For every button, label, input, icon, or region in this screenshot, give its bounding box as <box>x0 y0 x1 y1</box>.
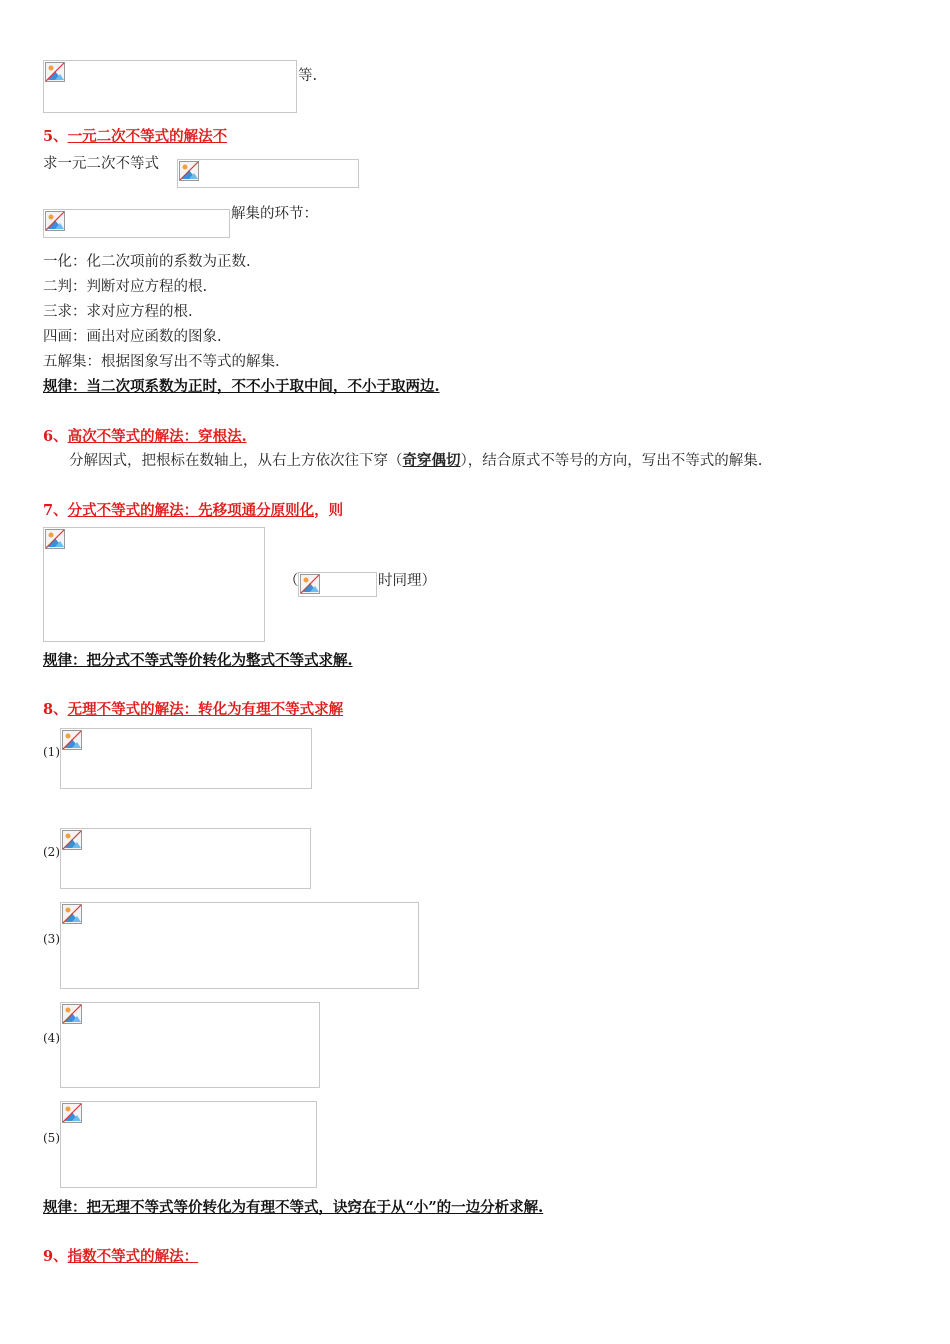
section-8-rule: 规律：把无理不等式等价转化为有理不等式，诀窍在于从“小”的一边分析求解. <box>43 1199 544 1216</box>
step-4: 四画：画出对应函数的图象. <box>43 329 222 345</box>
formula-image <box>43 527 265 642</box>
section-7-title-c: ，则 <box>314 502 344 519</box>
broken-image-icon <box>62 730 82 750</box>
section-5-rule: 规律：当二次项系数为正时，不不小于取中间，不小于取两边. <box>43 378 440 395</box>
section-5-number: 5、 <box>43 128 68 145</box>
section-5-title: 一元二次不等式的解法不 <box>67 128 228 145</box>
formula-image <box>177 159 359 188</box>
section-5-heading <box>43 128 227 146</box>
section-7-paren-text: 时同理） <box>378 573 436 589</box>
section-6-body-bold: 奇穿偶切 <box>402 452 461 469</box>
section-8-number: 8、 <box>43 701 68 718</box>
formula-image <box>60 728 312 789</box>
step-1: 一化：化二次项前的系数为正数. <box>43 254 251 270</box>
step-5: 五解集：根据图象写出不等式的解集. <box>43 354 280 370</box>
section-6-body <box>69 452 762 470</box>
section-7-number: 7、 <box>43 502 68 519</box>
section-7-title-a: 分式不等式的解法： <box>67 502 199 519</box>
section-8-heading <box>43 701 343 719</box>
section-6-heading <box>43 428 247 446</box>
item-label: (1) <box>43 745 60 759</box>
section-9-heading <box>43 1248 198 1266</box>
section-6-number: 6、 <box>43 428 68 445</box>
broken-image-icon <box>45 62 65 82</box>
formula-image <box>43 209 230 238</box>
section-9-title: 指数不等式的解法： <box>67 1248 199 1265</box>
broken-image-icon <box>45 211 65 231</box>
section-7-paren-open: （ <box>284 573 299 589</box>
item-label: (3) <box>43 932 60 946</box>
section-7-rule: 规律：把分式不等式等价转化为整式不等式求解. <box>43 652 353 669</box>
section-5-line2: 解集的环节： <box>231 206 318 222</box>
broken-image-icon <box>45 529 65 549</box>
formula-image <box>60 828 311 889</box>
formula-image <box>60 1002 320 1088</box>
broken-image-icon <box>179 161 199 181</box>
formula-image <box>43 60 297 113</box>
step-3: 三求：求对应方程的根. <box>43 304 193 320</box>
item-label: (5) <box>43 1131 60 1145</box>
broken-image-icon <box>62 1103 82 1123</box>
section-7-heading <box>43 502 343 520</box>
item-label: (2) <box>43 845 60 859</box>
section-6-body-pre: 分解因式，把根标在数轴上，从右上方依次往下穿（ <box>69 453 403 469</box>
broken-image-icon <box>62 1004 82 1024</box>
broken-image-icon <box>62 904 82 924</box>
section-7-title-b: 先移项通分原则化 <box>198 502 315 519</box>
broken-image-icon <box>62 830 82 850</box>
formula-image <box>60 1101 317 1188</box>
section-5-line1: 求一元二次不等式 <box>43 156 159 172</box>
text-suffix: 等. <box>298 68 318 84</box>
item-label: (4) <box>43 1031 60 1045</box>
formula-image <box>298 572 377 597</box>
formula-image <box>60 902 419 989</box>
section-8-title: 无理不等式的解法：转化为有理不等式求解 <box>67 701 344 718</box>
section-9-number: 9、 <box>43 1248 68 1265</box>
step-2: 二判：判断对应方程的根. <box>43 279 208 295</box>
section-6-body-post: ），结合原式不等号的方向，写出不等式的解集. <box>460 453 763 469</box>
section-6-title: 高次不等式的解法：穿根法. <box>67 428 247 445</box>
broken-image-icon <box>300 574 320 594</box>
